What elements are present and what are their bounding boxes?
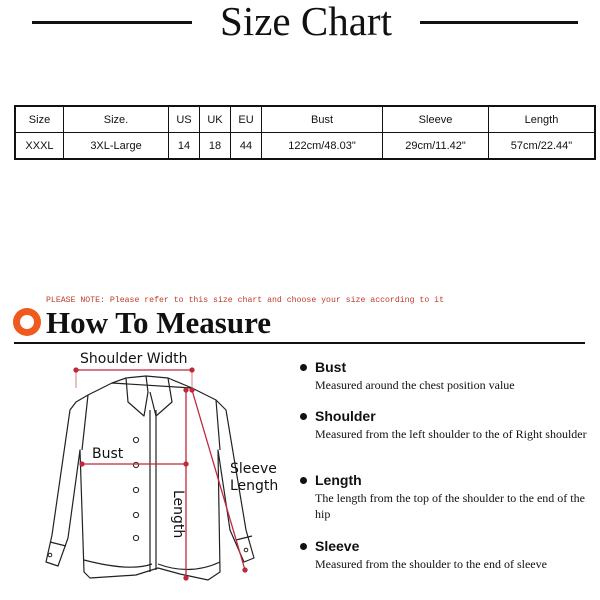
size-note: PLEASE NOTE: Please refer to this size chart and choose your size according to it	[46, 296, 444, 305]
header-cell: Size.	[64, 106, 169, 133]
definition-term: Length	[315, 472, 362, 488]
definition-desc: The length from the top of the shoulder to the end of the hip	[315, 491, 585, 521]
header-cell: EU	[231, 106, 262, 133]
definition-term: Shoulder	[315, 408, 376, 424]
sleeve-label-line2: Length	[230, 478, 279, 494]
bullet-icon	[300, 477, 307, 484]
header-cell: Bust	[262, 106, 383, 133]
definition-term: Bust	[315, 359, 347, 375]
table-cell: 3XL-Large	[64, 133, 169, 160]
length-label: Length	[170, 490, 186, 539]
table-cell: 14	[169, 133, 200, 160]
definition-desc: Measured around the chest position value	[315, 378, 515, 392]
title-rule-left	[32, 21, 192, 24]
shirt-measurement-diagram	[40, 350, 290, 598]
header-cell: Length	[489, 106, 596, 133]
table-cell: XXXL	[15, 133, 64, 160]
table-cell: 29cm/11.42"	[383, 133, 489, 160]
circle-bullet-icon	[13, 308, 41, 336]
definition-desc: Measured from the left shoulder to the of Right shoulder	[315, 427, 587, 441]
definition-length	[298, 471, 588, 537]
title-rule-right	[420, 21, 578, 24]
bullet-icon	[300, 364, 307, 371]
header-cell: US	[169, 106, 200, 133]
heading-rule	[14, 342, 585, 344]
sleeve-label-line1: Sleeve	[230, 461, 277, 477]
bullet-icon	[300, 413, 307, 420]
header-cell: Size	[15, 106, 64, 133]
how-to-measure-heading: How To Measure	[46, 305, 272, 340]
bullet-icon	[300, 543, 307, 550]
table-cell: 122cm/48.03"	[262, 133, 383, 160]
table-header-row	[15, 106, 595, 133]
header-cell: UK	[200, 106, 231, 133]
page-title: Size Chart	[220, 0, 392, 44]
table-row	[15, 133, 595, 160]
bust-label: Bust	[92, 446, 124, 462]
header-cell: Sleeve	[383, 106, 489, 133]
definition-bust	[298, 358, 588, 407]
table-cell: 44	[231, 133, 262, 160]
size-chart-title	[0, 0, 600, 46]
table-cell: 18	[200, 133, 231, 160]
definition-shoulder	[298, 407, 588, 471]
measurement-definitions	[298, 358, 588, 572]
definition-desc: Measured from the shoulder to the end of sleeve	[315, 557, 547, 571]
definition-term: Sleeve	[315, 538, 360, 554]
definition-sleeve	[298, 537, 588, 572]
size-table	[14, 105, 596, 160]
sleeve-length-label	[230, 461, 278, 495]
shoulder-width-label: Shoulder Width	[80, 351, 188, 367]
table-cell: 57cm/22.44"	[489, 133, 596, 160]
